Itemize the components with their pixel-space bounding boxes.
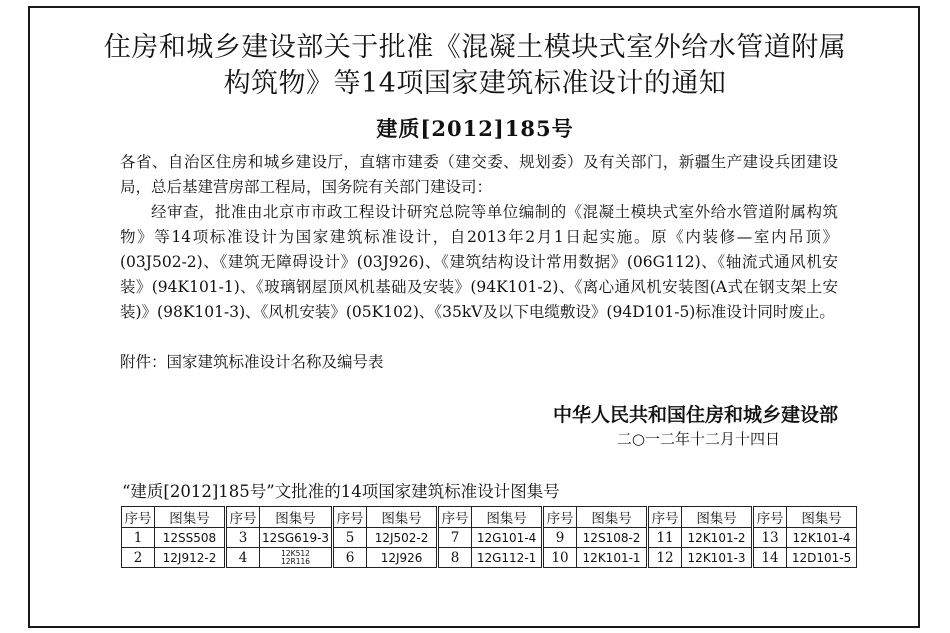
seq-cell: 5 — [333, 528, 367, 548]
notice-title-line-1: 住房和城乡建设部关于批准《混凝土模块式室外给水管道附属 — [103, 32, 847, 63]
code-header-cell: 图集号 — [472, 507, 543, 528]
seq-header-cell: 序号 — [543, 507, 577, 528]
atlas-code-cell: 12SG619-3 — [260, 528, 333, 548]
document-number: 建质[2012]185号 — [376, 116, 574, 141]
seq-cell: 1 — [122, 528, 155, 548]
seq-cell: 7 — [438, 528, 472, 548]
atlas-code-cell: 12J502-2 — [367, 528, 438, 548]
table-header-row — [122, 507, 857, 528]
seq-cell: 6 — [333, 548, 367, 568]
seq-header-cell: 序号 — [226, 507, 260, 528]
atlas-code-cell: 12SS508 — [155, 528, 226, 548]
atlas-number-table — [121, 506, 857, 568]
seq-header-cell: 序号 — [122, 507, 155, 528]
code-header-cell: 图集号 — [787, 507, 857, 528]
seq-header-cell: 序号 — [333, 507, 367, 528]
atlas-code-cell: 12J912-2 — [155, 548, 226, 568]
seq-header-cell: 序号 — [648, 507, 682, 528]
atlas-code-cell: 12K101-3 — [682, 548, 753, 568]
addressee-paragraph: 各省、自治区住房和城乡建设厅，直辖市建委（建交委、规划委）及有关部门，新疆生产建设兵团建设局，总后基建营房部工程局，国务院有关部门建设司： — [120, 153, 838, 196]
atlas-code-line: 12R116 — [280, 556, 311, 566]
notice-title-line-2: 构筑物》等14项国家建筑标准设计的通知 — [223, 68, 727, 99]
seq-cell: 13 — [753, 528, 787, 548]
atlas-code-cell: 12K101-4 — [787, 528, 857, 548]
atlas-code-cell: 12K101-2 — [682, 528, 753, 548]
seq-cell: 11 — [648, 528, 682, 548]
seq-cell: 12 — [648, 548, 682, 568]
table-row — [122, 528, 857, 548]
atlas-code-cell: 12J926 — [367, 548, 438, 568]
atlas-code-cell: 12S108-2 — [577, 528, 648, 548]
table-caption: “建质[2012]185号”文批准的14项国家建筑标准设计图集号 — [122, 482, 560, 501]
seq-cell: 4 — [226, 548, 260, 568]
stacked-atlas-codes — [281, 550, 310, 566]
seq-cell: 2 — [122, 548, 155, 568]
atlas-code-line: 12K512 — [281, 548, 310, 558]
atlas-code-cell — [260, 548, 333, 568]
seq-header-cell: 序号 — [438, 507, 472, 528]
seq-cell: 14 — [753, 548, 787, 568]
code-header-cell: 图集号 — [155, 507, 226, 528]
attachment-note: 附件：国家建筑标准设计名称及编号表 — [120, 353, 384, 371]
code-header-cell: 图集号 — [260, 507, 333, 528]
issue-date: 二○一二年十二月十四日 — [616, 430, 780, 448]
code-header-cell: 图集号 — [577, 507, 648, 528]
issuing-authority: 中华人民共和国住房和城乡建设部 — [552, 404, 838, 426]
seq-cell: 3 — [226, 528, 260, 548]
atlas-code-cell: 12G101-4 — [472, 528, 543, 548]
atlas-code-cell: 12G112-1 — [472, 548, 543, 568]
atlas-code-cell: 12D101-5 — [787, 548, 857, 568]
seq-cell: 8 — [438, 548, 472, 568]
code-header-cell: 图集号 — [682, 507, 753, 528]
code-header-cell: 图集号 — [367, 507, 438, 528]
seq-cell: 9 — [543, 528, 577, 548]
seq-header-cell: 序号 — [753, 507, 787, 528]
atlas-code-cell: 12K101-1 — [577, 548, 648, 568]
seq-cell: 10 — [543, 548, 577, 568]
approval-paragraph: 经审查，批准由北京市市政工程设计研究总院等单位编制的《混凝土模块式室外给水管道附属构筑物》等14项标准设计为国家建筑标准设计，自2013年2月1日起实施。原《内装修—室内吊顶》(03J502-2)、《建筑无障碍设计》(03J926)、《建筑结构设计常用数据》(06G112)、《轴流式通风机安装》(94K101-1)、《玻璃钢屋顶风机基础及安装》(94K101-2)、《离心通风机安装图(A式在钢支架上安装)》(98K101-3)、《风机安装》(05K102)、《35kV及以下电缆敷设》(94D101-5)标准设计同时废止。 — [120, 203, 838, 321]
table-row — [122, 548, 857, 568]
